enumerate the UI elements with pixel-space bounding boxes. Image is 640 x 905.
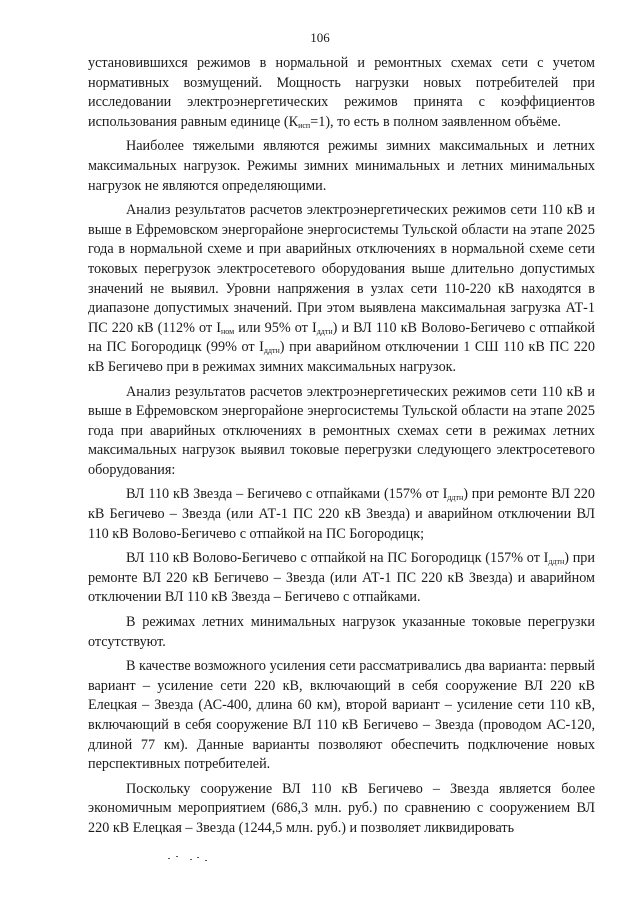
paragraph — [88, 780, 595, 839]
subscript-text: ддтн — [548, 557, 565, 567]
paragraph-text: =1), то есть в полном заявленном объёме. — [310, 113, 561, 130]
paragraph — [88, 54, 595, 132]
paragraph-text: ВЛ 110 кВ Звезда – Бегичево с отпайками (157% от I — [126, 486, 448, 503]
paragraph-text: ) при аварийном отключении 1 СШ 110 кВ ПС 220 кВ Бегичево при в режимах зимних максимальных нагрузок. — [88, 339, 595, 375]
page-number: 106 — [310, 30, 330, 45]
paragraph — [88, 485, 595, 544]
scan-speck — [190, 859, 192, 860]
scan-speck — [176, 856, 178, 857]
subscript-text: ном — [220, 326, 235, 336]
scan-speck — [197, 857, 199, 858]
paragraph — [88, 549, 595, 608]
paragraph — [88, 201, 595, 377]
paragraph-text: В качестве возможного усиления сети рассматривались два варианта: первый вариант – усиление сети 220 кВ, включающий в себя сооружение ВЛ 220 кВ Елецкая – Звезда (АС-400, длина 60 км), второй вариант – усиление сети 110 кВ, включающий в себя сооружение ВЛ 110 кВ Бегичево – Звезда (проводом АС-120, длиной 77 км). Данные варианты позволяют обеспечить подключение новых перспективных потребителей. — [88, 658, 595, 773]
paragraph-text: установившихся режимов в нормальной и ремонтных схемах сети с учетом нормативных возмущений. Мощность нагрузки новых потребителей при исследовании электроэнергетических режимов принята с коэффициентов использования равным единице (К — [88, 55, 595, 130]
paragraph-text: ВЛ 110 кВ Волово-Бегичево с отпайкой на ПС Богородицк (157% от I — [126, 550, 549, 567]
paragraph-text: Анализ результатов расчетов электроэнергетических режимов сети 110 кВ и выше в Ефремовском энергорайоне энергосистемы Тульской области на этапе 2025 года в нормальной схеме и при аварийных отключениях в нормальной схеме сети токовых перегрузок электросетевого оборудования выше длительно допустимых значений не выявил. Уровни напряжения в узлах сети 110-220 кВ находятся в диапазоне допустимых значений. При этом выявлена максимальная загрузка АТ-1 ПС 220 кВ (112% от I — [88, 202, 595, 336]
paragraph-text: ) и ВЛ 110 кВ Волово-Бегичево с отпайкой на ПС Богородицк (99% от I — [88, 319, 595, 356]
paragraph-text: ) при ремонте ВЛ 220 кВ Бегичево – Звезда (или АТ-1 ПС 220 кВ Звезда) и аварийном отключении ВЛ 110 кВ Звезда – Бегичево с отпайками. — [88, 550, 595, 606]
document-body — [88, 54, 595, 839]
subscript-text: ддтн — [447, 493, 464, 503]
paragraph-text: В режимах летних минимальных нагрузок указанные токовые перегрузки отсутствуют. — [88, 614, 595, 650]
scan-speck — [168, 858, 170, 859]
subscript-text: ддтн — [316, 326, 333, 336]
paragraph — [88, 657, 595, 775]
paragraph — [88, 137, 595, 196]
paragraph-text: или 95% от I — [234, 319, 317, 336]
paragraph-text: Наиболее тяжелыми являются режимы зимних максимальных и летних максимальных нагрузок. Режимы зимних минимальных и летних минимальных нагрузок не являются определяющими. — [88, 138, 595, 194]
paragraph-text: Поскольку сооружение ВЛ 110 кВ Бегичево – Звезда является более экономичным мероприятием (686,3 млн. руб.) по сравнению с сооружением ВЛ 220 кВ Елецкая – Звезда (1244,5 млн. руб.) и позволяет ликвидировать — [88, 780, 595, 836]
paragraph — [88, 383, 595, 481]
paragraph — [88, 613, 595, 652]
subscript-text: ддтн — [263, 346, 280, 356]
paragraph-text: Анализ результатов расчетов электроэнергетических режимов сети 110 кВ и выше в Ефремовском энергорайоне энергосистемы Тульской области на этапе 2025 года при аварийных отключениях в ремонтных схемах сети в режимах летних максимальных нагрузок выявил токовые перегрузки следующего электросетевого оборудования: — [88, 383, 595, 478]
scan-speck — [205, 860, 207, 861]
paragraph-text: ) при ремонте ВЛ 220 кВ Бегичево – Звезда (или АТ-1 ПС 220 кВ Звезда) и аварийном отключении ВЛ 110 кВ Волово-Бегичево с отпайкой на ПС Богородицк; — [88, 486, 595, 542]
subscript-text: исп — [298, 120, 311, 130]
scan-specks — [150, 852, 250, 864]
